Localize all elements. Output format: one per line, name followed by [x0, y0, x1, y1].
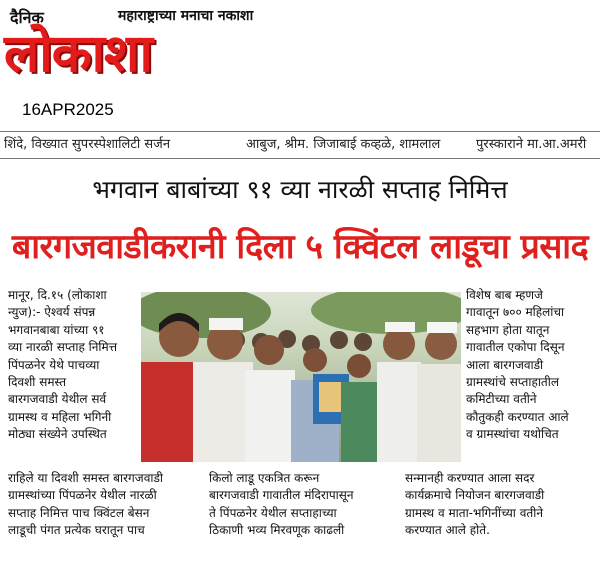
article-headline: बारगजवाडीकरानी दिला ५ क्विंटल लाडूचा प्रसाद	[11, 227, 589, 267]
adjacent-strip-text-3: पुरस्काराने मा.आ.अमरी	[476, 137, 587, 152]
left-column-line: पिंपळनेर येथे पाचव्या	[8, 357, 100, 372]
left-column-line: व्या नारळी सप्ताह निमित्त	[8, 340, 117, 355]
bottom-column-line: ग्रामस्थांच्या पिंपळनेर येथील नारळी	[8, 488, 157, 503]
top-divider	[0, 131, 600, 132]
bottom-column-line: सप्ताह निमित्त पाच क्विंटल बेसन	[8, 505, 150, 520]
right-column	[466, 287, 596, 444]
bottom-column-line: किलो लाडू एकत्रित करून	[209, 471, 320, 485]
bottom-column-line: कार्यक्रमाचे नियोजन बारगजवाडी	[405, 488, 545, 503]
bottom-column-line: बारगजवाडी गावातील मंदिरापासून	[209, 488, 354, 503]
left-column-line: भगवानबाबा यांच्या ९१	[8, 322, 105, 337]
left-column	[8, 287, 140, 444]
bottom-column-line: राहिले या दिवशी समस्त बारगजवाडी	[8, 471, 164, 485]
strip-divider	[0, 158, 600, 159]
bottom-column-line: सन्मानही करण्यात आला सदर	[405, 471, 535, 485]
adjacent-article-strip	[0, 134, 600, 156]
left-column-line: न्युज):- ऐश्वर्य संपन्न	[8, 305, 96, 320]
bottom-column-line: ग्रामस्थ व माता-भगिनींच्या वतीने	[405, 505, 543, 520]
masthead-daily-label: दैनिक	[10, 8, 44, 27]
right-column-line: कौतुकही करण्यात आले	[466, 409, 569, 424]
right-column-line: विशेष बाब म्हणजे	[466, 288, 543, 302]
right-column-line: गावातून ७०० महिलांचा	[466, 305, 565, 320]
newspaper-brand-logo: लोकाशा	[4, 24, 152, 84]
right-column-line: गावातील एकोपा दिसून	[466, 340, 565, 355]
adjacent-strip-text-1: शिंदे, विख्यात सुपरस्पेशालिटी सर्जन	[4, 137, 171, 152]
event-photo	[141, 292, 461, 462]
bottom-column-line: लाडूची पंगत प्रत्येक घरातून पाच	[8, 523, 145, 538]
right-column-line: व ग्रामस्थांचा यथोचित	[466, 427, 559, 442]
issue-date: 16APR2025	[22, 100, 114, 119]
right-column-line: ग्रामस्थांचे सप्ताहातील	[466, 375, 560, 390]
bottom-column-2	[209, 470, 399, 540]
article-kicker: भगवान बाबांच्या ९१ व्या नारळी सप्ताह निमित्त	[92, 175, 508, 204]
left-column-line: ग्रामस्थ व महिला भगिनी	[8, 409, 112, 424]
bottom-column-line: ते पिंपळनेर येथील सप्ताहाच्या	[209, 505, 337, 520]
left-column-line: मोठ्या संख्येने उपस्थित	[8, 427, 107, 442]
masthead-tagline: महाराष्ट्राच्या मनाचा नकाशा	[118, 8, 254, 24]
bottom-column-1	[8, 470, 204, 540]
bottom-column-line: ठिकाणी भव्य मिरवणूक काढली	[209, 523, 345, 538]
bottom-column-3	[405, 470, 597, 540]
event-photo-illustration	[141, 292, 461, 462]
right-column-line: आला बारगजवाडी	[466, 357, 544, 372]
right-column-line: कमिटीच्या वतीने	[466, 392, 537, 407]
adjacent-strip-text-2: आबुज, श्रीम. जिजाबाई कव्हळे, शामलाल	[246, 137, 441, 152]
left-column-line: मानूर, दि.१५ (लोकाशा	[8, 288, 107, 302]
bottom-column-line: करण्यात आले होते.	[405, 523, 490, 538]
left-column-line: दिवशी समस्त	[8, 375, 67, 390]
right-column-line: सहभाग होता यातून	[466, 322, 550, 337]
left-column-line: बारगजवाडी येथील सर्व	[8, 392, 107, 407]
